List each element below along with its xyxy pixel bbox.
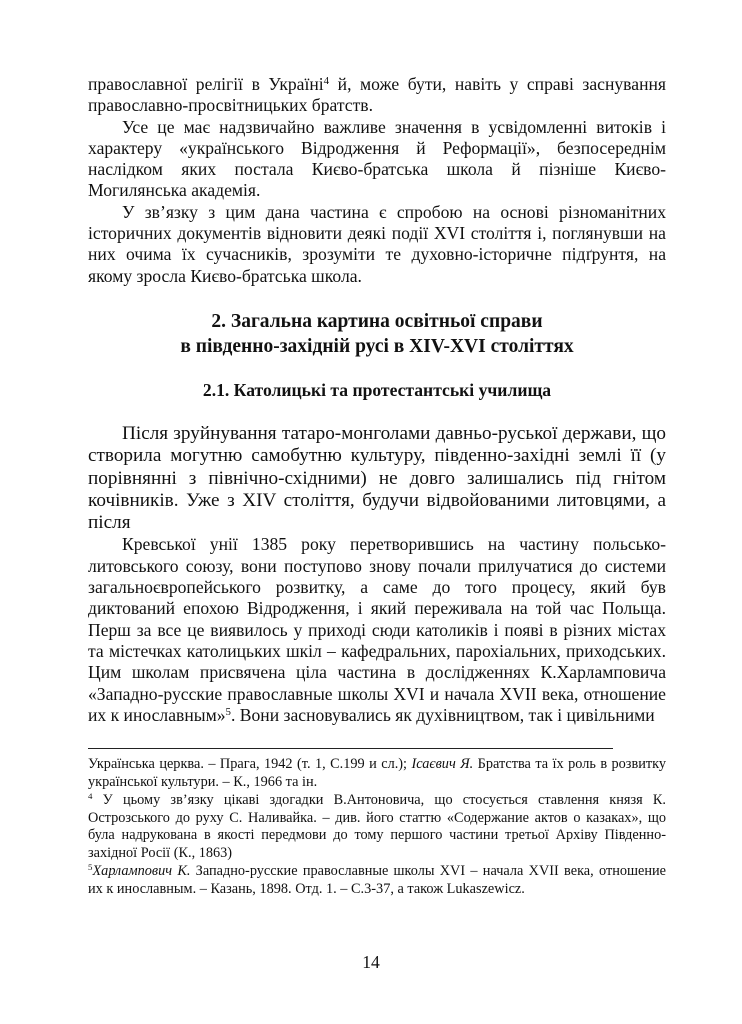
section-heading: 2.1. Католицькі та протестантські училища <box>202 379 552 400</box>
chapter-heading-line-1: 2. Загальна картина освітньої справи <box>211 310 543 332</box>
footnote-ref-5[interactable]: 5 <box>225 705 231 718</box>
footnotes <box>88 748 666 898</box>
footnote-text: У цьому зв’язку цікаві здогадки В.Антоновича, що стосується ставлення князя К. Острозського до руху С. Наливайка. – див. його статтю «Содержание актов о казаках», що була надрукована в якості передмови до тому першого частини третьої Архіву Південно-західної Росії (К., 1863) <box>88 791 666 862</box>
intro-paragraph-2: Усе це має надзвичайно важливе значення в усвідомленні витоків і характеру «українського Відродження й Реформації», безпосереднім наслідком яких постала Києво-братська школа й пізніше Києво-Могилянська академія. <box>88 116 666 201</box>
footnote-ref-4[interactable]: 4 <box>323 75 330 87</box>
footnote-5 <box>88 863 666 899</box>
intro-paragraph-1 <box>88 74 666 117</box>
footnote-4 <box>88 792 666 863</box>
chapter-heading <box>88 309 666 359</box>
main-paragraph-1: Після зруйнування татаро-монголами давньо-руської держави, що створила могутню самобутню культуру, південно-західні землі її (у порівнянні з північно-східними) не довго залишались під гнітом кочівників. Уже з XIV століття, будучи відвойованими литовцями, а після <box>88 422 666 534</box>
footnote-divider <box>88 748 613 749</box>
intro-paragraph-3: У зв’язку з цим дана частина є спробою на основі різноманітних історичних документів відновити деякі події XVI століття і, поглянувши на них очима їх сучасників, зрозуміти те духовно-історичне підґрунтя, на якому зросла Києво-братська школа. <box>88 201 666 286</box>
main-paragraph-2 <box>88 534 666 726</box>
footnote-author: Харлампович К. <box>92 862 191 879</box>
intro-text: православної релігії в Україні <box>88 74 324 94</box>
main-text: . Вони засновувались як духівництвом, так і цивільними <box>230 704 655 725</box>
intro-text: й, може бути, навіть у справі заснування православно-просвітницьких братств. <box>88 74 666 116</box>
footnote-text: Братства та їх роль в розвитку української культури. – К., 1966 та ін. <box>88 756 667 790</box>
footnote-number-5: 5 <box>88 862 93 873</box>
footnote-continuation <box>88 756 666 792</box>
footnote-number-4: 4 <box>88 790 93 801</box>
page-content <box>88 74 666 899</box>
main-text: Кревської унії 1385 року перетворившись на частину польсько-литовського союзу, вони поступово знову почали прилучатися до системи загальноєвропейського розвитку, а саме до того процесу, який був диктований епохою Відродження, і який переживала на той час Польща. Перш за все це виявилось у приході сюди католиків і появі в різних містах та містечках католицьких шкіл – кафедральних, парохіальних, приходських. Цим школам присвячена ціла частина в дослідженнях К.Харламповича «Западно-русские православные школы XVI и начала XVII века, отношение их к инославным» <box>88 534 666 725</box>
footnote-text: Українська церква. – Прага, 1942 (т. 1, С.199 и сл.); <box>88 756 412 773</box>
footnote-text: Западно-русские православные школы XVI – начала XVII века, отношение их к инославным. – Казань, 1898. Отд. 1. – С.3-37, а також Lukaszewicz. <box>88 862 666 897</box>
page-number: 14 <box>362 952 380 972</box>
chapter-heading-line-2: в південно-західній русі в XIV-XVI століттях <box>180 335 574 357</box>
footnote-author: Ісаєвич Я. <box>411 756 474 773</box>
